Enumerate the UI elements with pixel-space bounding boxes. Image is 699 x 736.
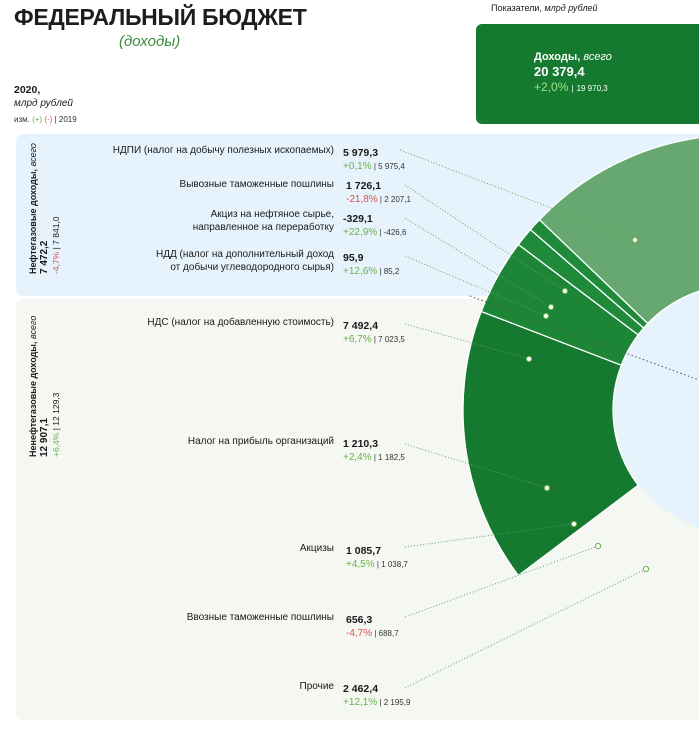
leader-dot-1 [632, 237, 637, 242]
units-label: млрд рублей [14, 98, 73, 109]
item-label-5: НДС (налог на добавленную стоимость) [147, 317, 334, 328]
total-prev: 19 970,3 [576, 84, 608, 93]
item-value: 1 085,7 [346, 545, 382, 557]
leader-dot-6 [544, 485, 549, 490]
legend-suffix: | 2019 [54, 115, 77, 124]
item-change: +22,9% [343, 227, 378, 238]
item-label-1: НДПИ (налог на добычу полезных ископаемых) [112, 145, 334, 156]
page-subtitle: (доходы) [119, 33, 181, 50]
leader-line-8 [405, 546, 598, 617]
indicators-label-text: Показатели, [491, 3, 542, 13]
item-change-row: +0,1% | 5 975,4 [343, 161, 405, 172]
item-value: 5 979,3 [343, 147, 379, 159]
item-label-2: Вывозные таможенные пошлины [179, 179, 334, 190]
non-oil-gas-group-value: 12 907,1 [39, 418, 50, 457]
leader-line-9 [405, 569, 646, 688]
non-oil-gas-group-change-row: +6,4% | 12 129,3 [51, 392, 61, 457]
item-prev: 5 975,4 [378, 162, 405, 171]
item-prev: 2 207,1 [384, 195, 411, 204]
page-title: ФЕДЕРАЛЬНЫЙ БЮДЖЕТ [14, 4, 307, 30]
item-value: 656,3 [346, 614, 373, 626]
item-value-block-8 [346, 614, 399, 641]
item-change: +2,4% [343, 452, 372, 463]
leader-dot-4 [543, 313, 548, 318]
item-change: -4,7% [346, 628, 373, 639]
item-value-block-3 [343, 213, 406, 240]
leader-dot-8 [595, 543, 600, 548]
item-value: -329,1 [343, 213, 373, 225]
item-change-row: +22,9% | -426,6 [343, 227, 407, 238]
item-prev: 1 182,5 [378, 453, 405, 462]
leader-dot-3 [548, 304, 553, 309]
leader-dot-9 [643, 566, 648, 571]
item-value-block-6 [343, 438, 405, 465]
legend-minus: (-) [44, 115, 53, 124]
item-label-4: НДД (налог на дополнительный доход от добычи углеводородного сырья) [155, 249, 334, 273]
total-change: +2,0% [534, 80, 569, 94]
item-value-block-5 [343, 320, 405, 347]
total-change-row: +2,0% | 19 970,3 [534, 80, 608, 94]
item-prev: 7 023,5 [378, 335, 405, 344]
item-change-row: +6,7% | 7 023,5 [343, 334, 405, 345]
leader-dot-7 [571, 521, 576, 526]
item-change-row: -21,8% | 2 207,1 [346, 194, 411, 205]
item-prev: 1 038,7 [381, 560, 408, 569]
item-change: +4,5% [346, 559, 375, 570]
non-oil-gas-group-title-text: Ненефтегазовые доходы, [28, 341, 38, 457]
item-change-row: +12,6% | 85,2 [343, 266, 400, 277]
item-value-block-7 [346, 545, 408, 572]
total-value: 20 379,4 [534, 64, 585, 79]
year-label: 2020, [14, 84, 41, 96]
non-oil-gas-group-change: +6,4% [51, 432, 61, 457]
oil-gas-group-prev: 7 841,0 [51, 216, 61, 245]
item-value-block-4 [343, 252, 399, 279]
leader-dot-2 [562, 288, 567, 293]
oil-gas-group-title-text: Нефтегазовые доходы, [28, 168, 38, 274]
item-change-row: +4,5% | 1 038,7 [346, 559, 408, 570]
oil-gas-group-title-suffix: всего [28, 143, 38, 167]
oil-gas-group-change-row: -4,7% | 7 841,0 [51, 216, 61, 274]
item-change: +0,1% [343, 161, 372, 172]
item-label-7: Акцизы [299, 543, 334, 554]
non-oil-gas-group-prev: 12 129,3 [51, 392, 61, 426]
item-prev: -426,6 [383, 228, 407, 237]
item-value: 95,9 [343, 252, 364, 264]
item-value-block-2 [346, 180, 411, 207]
item-change: +6,7% [343, 334, 372, 345]
non-oil-gas-group-title-suffix: всего [28, 315, 38, 339]
item-label-9: Прочие [299, 681, 334, 692]
item-change: +12,1% [343, 697, 378, 708]
item-label-6: Налог на прибыль организаций [187, 436, 334, 447]
item-label-3: Акциз на нефтяное сырье, направленное на переработку [192, 209, 334, 233]
item-change-row: -4,7% | 688,7 [346, 628, 399, 639]
item-prev: 2 195,9 [383, 698, 411, 707]
item-change-row: +12,1% | 2 195,9 [343, 697, 411, 708]
leader-dot-5 [526, 356, 531, 361]
item-change: +12,6% [343, 266, 378, 277]
item-prev: 85,2 [383, 267, 400, 276]
total-label-suffix: всего [583, 51, 612, 63]
oil-gas-group-value: 7 472,2 [39, 240, 50, 274]
item-value-block-9 [343, 683, 410, 710]
item-value: 7 492,4 [343, 320, 379, 332]
legend-prefix: изм. [14, 115, 30, 124]
total-label-text: Доходы, [534, 51, 581, 63]
item-change-row: +2,4% | 1 182,5 [343, 452, 405, 463]
item-value: 1 726,1 [346, 180, 382, 192]
item-value-block-1 [343, 147, 405, 174]
oil-gas-group-change: -4,7% [51, 251, 61, 274]
item-value: 1 210,3 [343, 438, 379, 450]
legend-plus: (+) [32, 115, 43, 124]
item-prev: 688,7 [378, 629, 399, 638]
item-label-8: Ввозные таможенные пошлины [186, 612, 334, 623]
indicators-units: млрд рублей [544, 3, 598, 13]
item-value: 2 462,4 [343, 683, 379, 695]
item-change: -21,8% [346, 194, 378, 205]
